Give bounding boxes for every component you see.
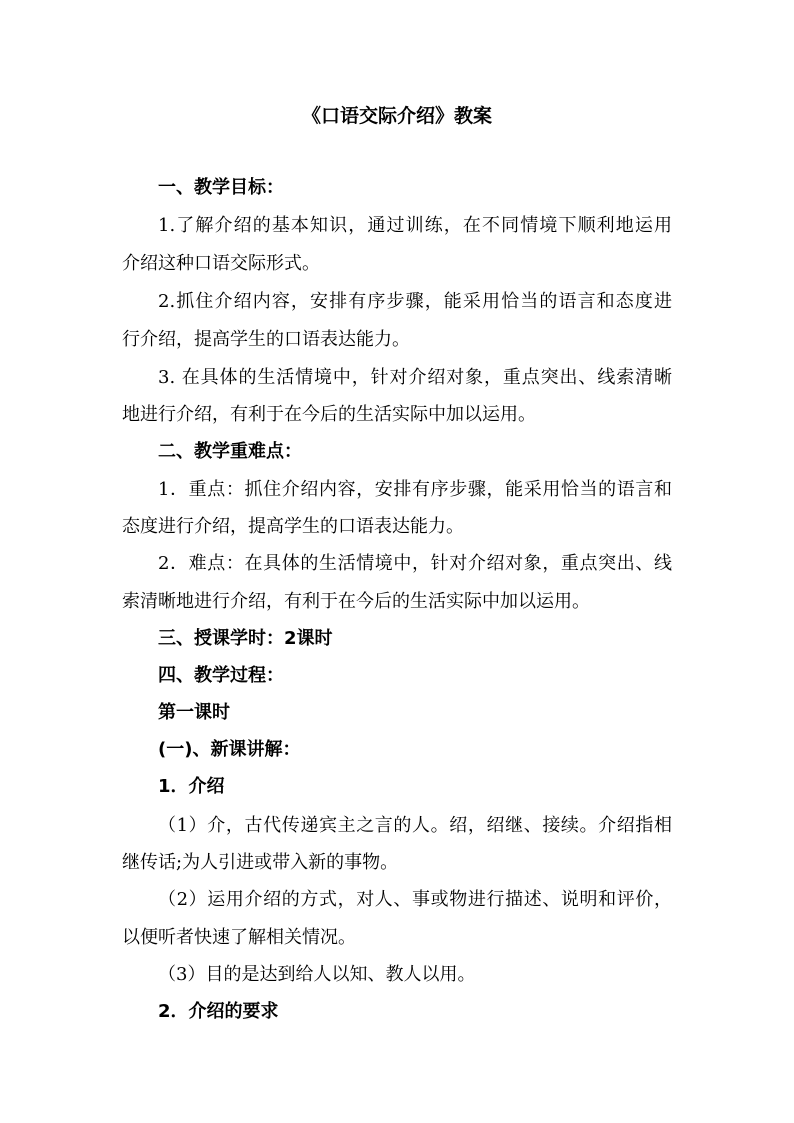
paragraph-point-1: （1）介，古代传递宾主之言的人。绍，绍继、接续。介绍指相 (158, 815, 672, 836)
heading-teaching-process: 四、教学过程： (158, 665, 284, 686)
paragraph-point-3: （3）目的是达到给人以知、教人以用。 (158, 964, 476, 985)
heading-new-lesson: (一)、新课讲解： (158, 739, 301, 760)
paragraph-key-2-cont: 索清晰地进行介绍，有利于在今后的生活实际中加以运用。 (122, 591, 590, 612)
paragraph-goal-1-cont: 介绍这种口语交际形式。 (122, 253, 320, 274)
heading-class-hours: 三、授课学时：2课时 (158, 628, 333, 649)
paragraph-goal-3: 3. 在具体的生活情境中，针对介绍对象，重点突出、线索清晰 (158, 367, 672, 388)
heading-key-points: 二、教学重难点： (158, 441, 302, 462)
heading-item-requirements: 2．介绍的要求 (158, 1001, 279, 1022)
paragraph-point-1-cont: 继传话;为人引进或带入新的事物。 (122, 852, 399, 873)
paragraph-point-2-cont: 以便听者快速了解相关情况。 (122, 927, 356, 948)
paragraph-goal-3-cont: 地进行介绍，有利于在今后的生活实际中加以运用。 (122, 404, 536, 425)
paragraph-point-2: （2）运用介绍的方式，对人、事或物进行描述、说明和评价， (158, 889, 672, 910)
paragraph-key-1-cont: 态度进行介绍，提高学生的口语表达能力。 (122, 516, 464, 537)
document-title: 《口语交际介绍》教案 (301, 105, 492, 127)
heading-teaching-goals: 一、教学目标： (158, 177, 284, 198)
paragraph-goal-2-cont: 行介绍，提高学生的口语表达能力。 (122, 329, 410, 350)
heading-item-introduction: 1．介绍 (158, 776, 225, 797)
paragraph-key-2: 2．难点：在具体的生活情境中，针对介绍对象，重点突出、线 (158, 553, 672, 574)
heading-first-lesson: 第一课时 (158, 702, 230, 723)
paragraph-goal-1: 1.了解介绍的基本知识，通过训练，在不同情境下顺利地运用 (158, 215, 672, 236)
paragraph-key-1: 1．重点：抓住介绍内容，安排有序步骤，能采用恰当的语言和 (158, 479, 672, 500)
paragraph-goal-2: 2.抓住介绍内容，安排有序步骤，能采用恰当的语言和态度进 (158, 291, 672, 312)
